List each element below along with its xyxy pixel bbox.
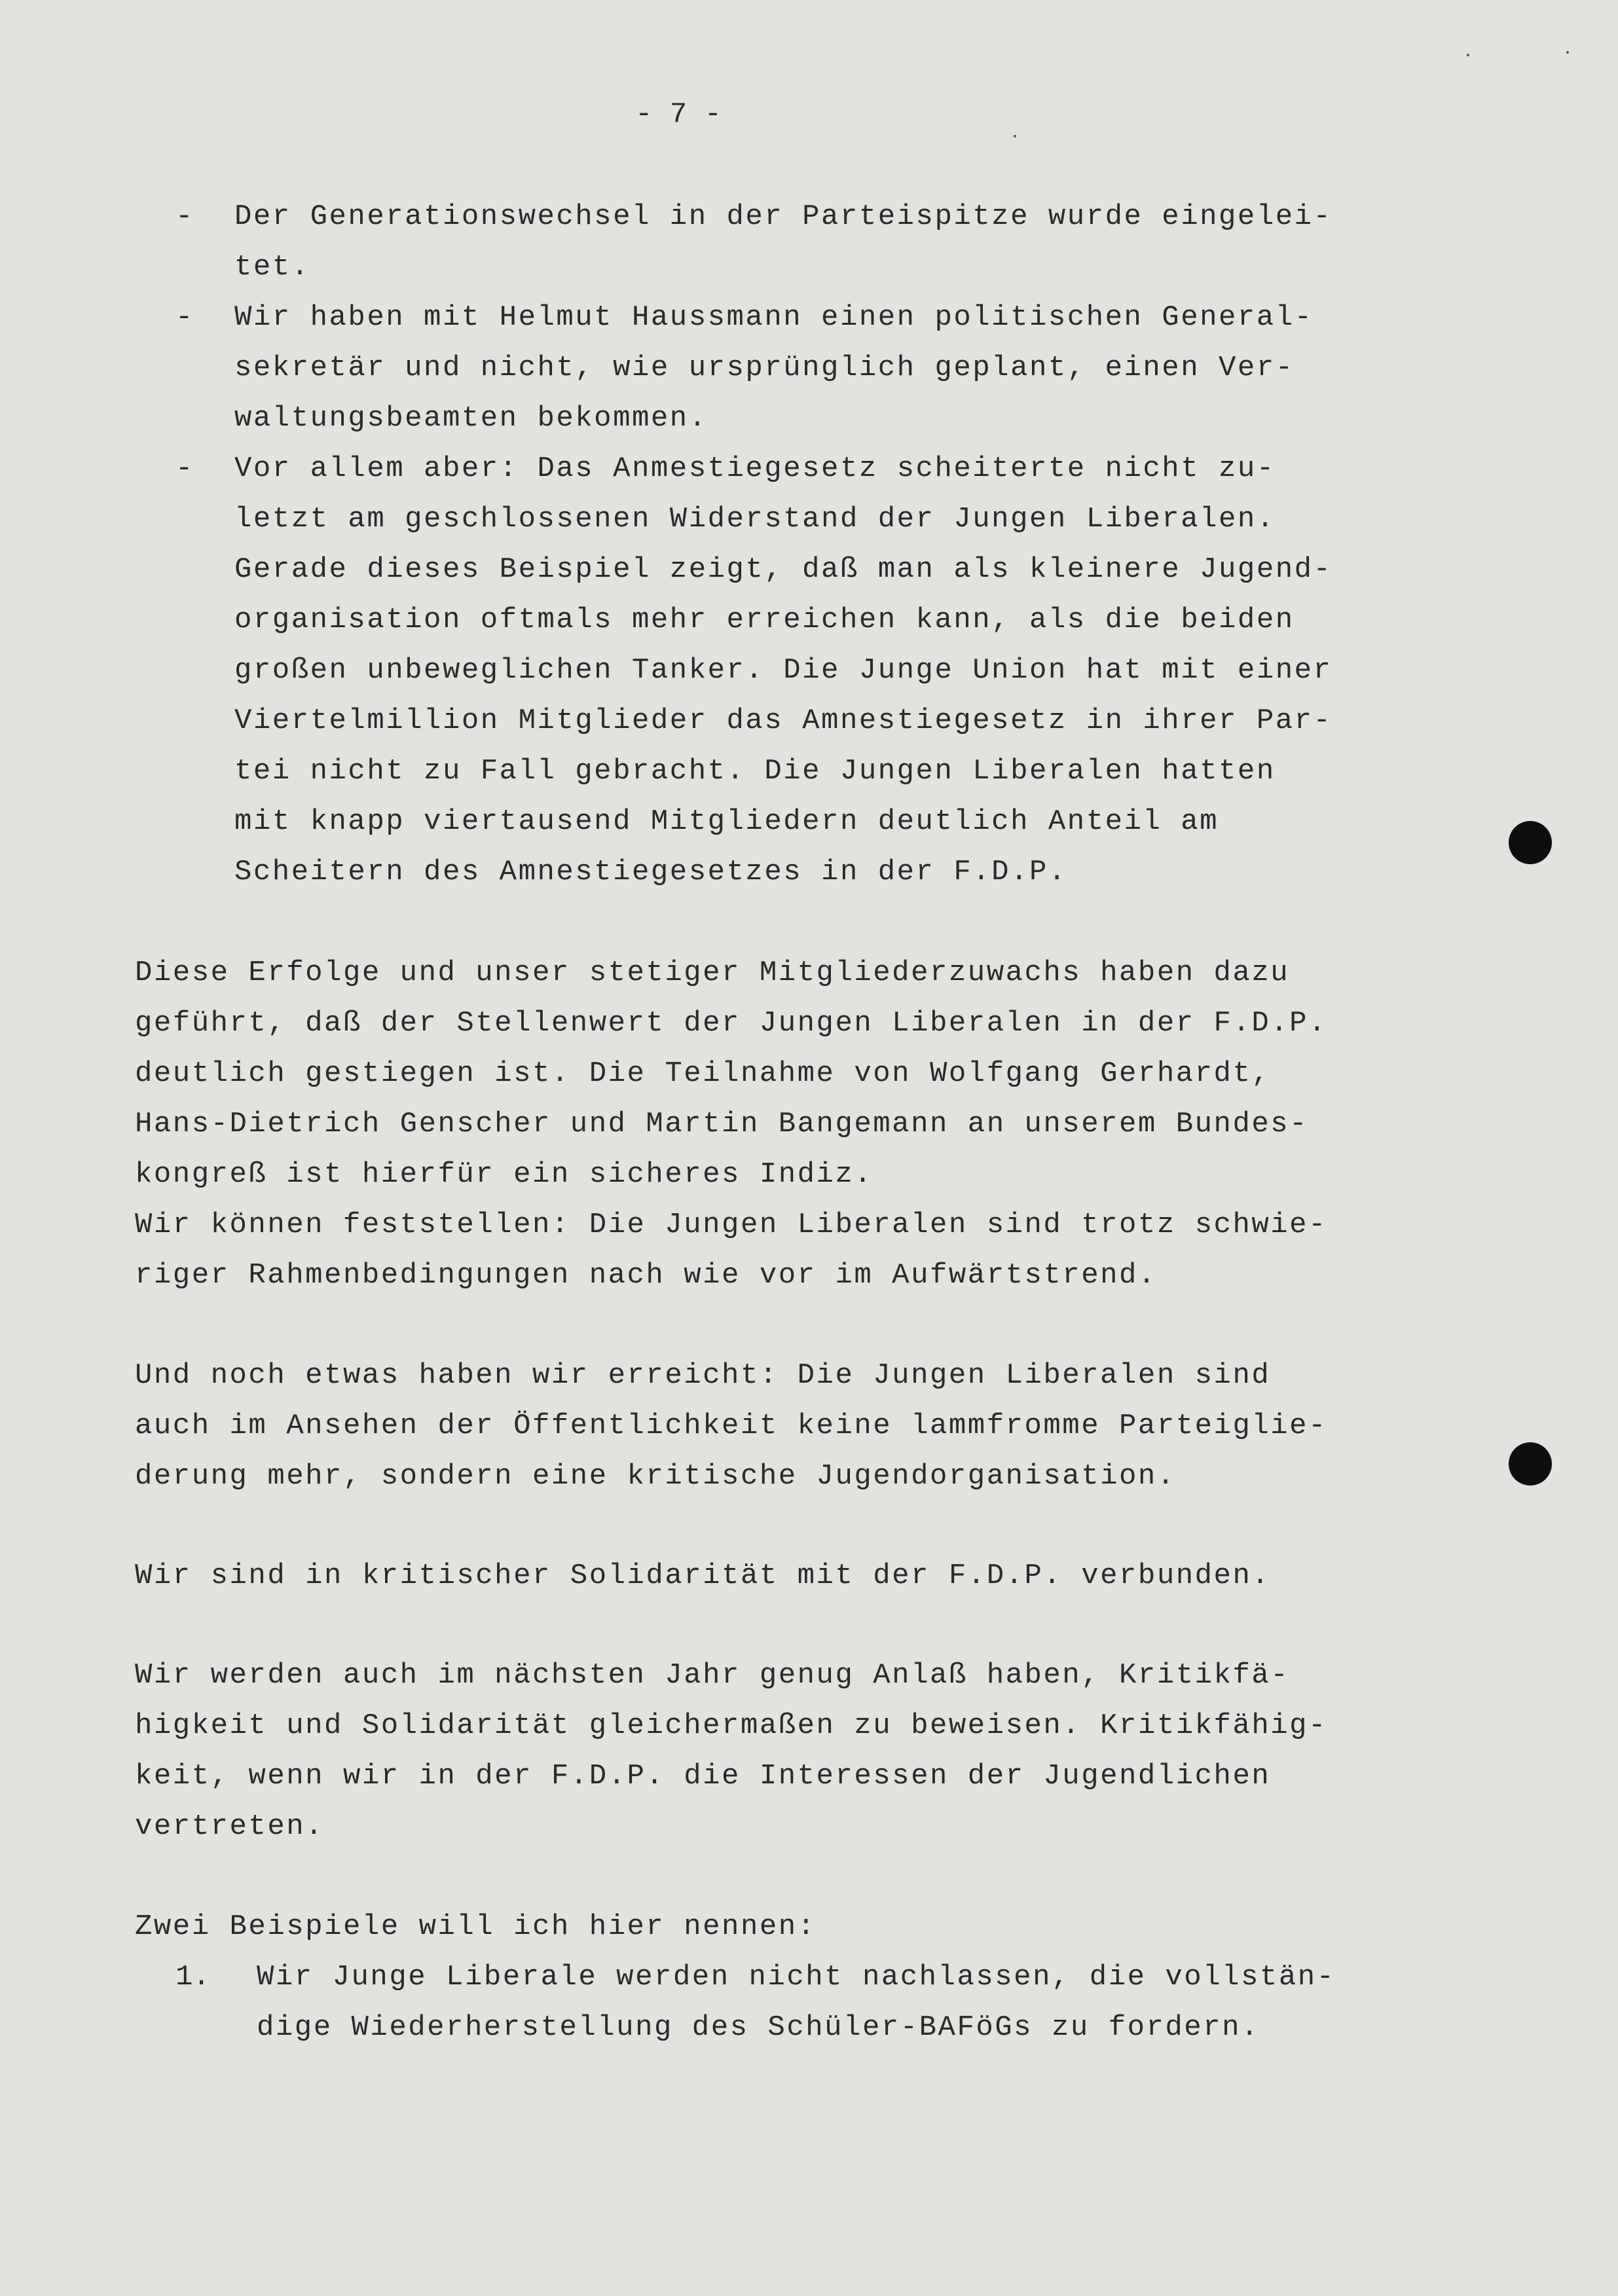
paragraph-line: Wir werden auch im nächsten Jahr genug Anlaß haben, Kritikfä-	[135, 1659, 1290, 1692]
paragraph-line: higkeit und Solidarität gleichermaßen zu beweisen. Kritikfähig-	[135, 1709, 1327, 1742]
paragraph-line: keit, wenn wir in der F.D.P. die Interessen der Jugendlichen	[135, 1760, 1271, 1793]
paragraph-line: riger Rahmenbedingungen nach wie vor im Aufwärtstrend.	[135, 1259, 1157, 1292]
bullet-marker: -	[175, 301, 193, 334]
paragraph-line: derung mehr, sondern eine kritische Jugendorganisation.	[135, 1460, 1176, 1493]
paragraph-line: Diese Erfolge und unser stetiger Mitgliederzuwachs haben dazu	[135, 957, 1290, 989]
paragraph-line: auch im Ansehen der Öffentlichkeit keine lammfromme Parteiglie-	[135, 1410, 1327, 1442]
bullet-line: organisation oftmals mehr erreichen kann, als die beiden	[234, 604, 1295, 636]
bullet-line: Gerade dieses Beispiel zeigt, daß man als kleinere Jugend-	[234, 553, 1333, 586]
bullet-line: Vor allem aber: Das Anmestiegesetz scheiterte nicht zu-	[234, 452, 1276, 485]
bullet-line: waltungsbeamten bekommen.	[234, 402, 708, 435]
punch-hole	[1509, 821, 1552, 864]
bullet-marker: -	[175, 200, 193, 233]
bullet-line: Viertelmillion Mitglieder das Amnestiegesetz in ihrer Par-	[234, 704, 1333, 737]
numbered-item-line: Wir Junge Liberale werden nicht nachlassen, die vollstän-	[257, 1961, 1336, 1994]
bullet-line: Scheitern des Amnestiegesetzes in der F.D.P.	[234, 856, 1067, 888]
bullet-line: letzt am geschlossenen Widerstand der Jungen Liberalen.	[234, 503, 1276, 536]
paper-speck	[1014, 135, 1016, 137]
bullet-line: sekretär und nicht, wie ursprünglich geplant, einen Ver-	[234, 352, 1295, 384]
paper-speck	[1467, 54, 1469, 56]
paragraph-line: Zwei Beispiele will ich hier nennen:	[135, 1910, 817, 1943]
paragraph-line: deutlich gestiegen ist. Die Teilnahme von Wolfgang Gerhardt,	[135, 1057, 1271, 1090]
paragraph-line: Und noch etwas haben wir erreicht: Die Jungen Liberalen sind	[135, 1359, 1271, 1392]
bullet-line: mit knapp viertausend Mitgliedern deutlich Anteil am	[234, 805, 1219, 838]
numbered-item-line: dige Wiederherstellung des Schüler-BAFöGs zu fordern.	[257, 2011, 1260, 2044]
bullet-marker: -	[175, 452, 193, 485]
list-number: 1.	[175, 1961, 210, 1994]
bullet-line: Wir haben mit Helmut Haussmann einen politischen General-	[234, 301, 1314, 334]
bullet-line: Der Generationswechsel in der Parteispitze wurde eingelei-	[234, 200, 1333, 233]
paragraph-line: vertreten.	[135, 1810, 325, 1843]
bullet-line: großen unbeweglichen Tanker. Die Junge Union hat mit einer	[234, 654, 1333, 687]
paragraph-line: Wir können feststellen: Die Jungen Liberalen sind trotz schwie-	[135, 1209, 1327, 1241]
page-number: - 7 -	[635, 98, 722, 131]
paper-speck	[1566, 51, 1569, 54]
paragraph-line: kongreß ist hierfür ein sicheres Indiz.	[135, 1158, 873, 1191]
bullet-line: tet.	[234, 251, 310, 283]
bullet-line: tei nicht zu Fall gebracht. Die Jungen Liberalen hatten	[234, 755, 1276, 788]
paragraph-line: geführt, daß der Stellenwert der Jungen Liberalen in der F.D.P.	[135, 1007, 1327, 1040]
paragraph-line: Hans-Dietrich Genscher und Martin Bangemann an unserem Bundes-	[135, 1108, 1309, 1140]
paragraph-line: Wir sind in kritischer Solidarität mit der F.D.P. verbunden.	[135, 1559, 1271, 1592]
punch-hole	[1509, 1442, 1552, 1485]
